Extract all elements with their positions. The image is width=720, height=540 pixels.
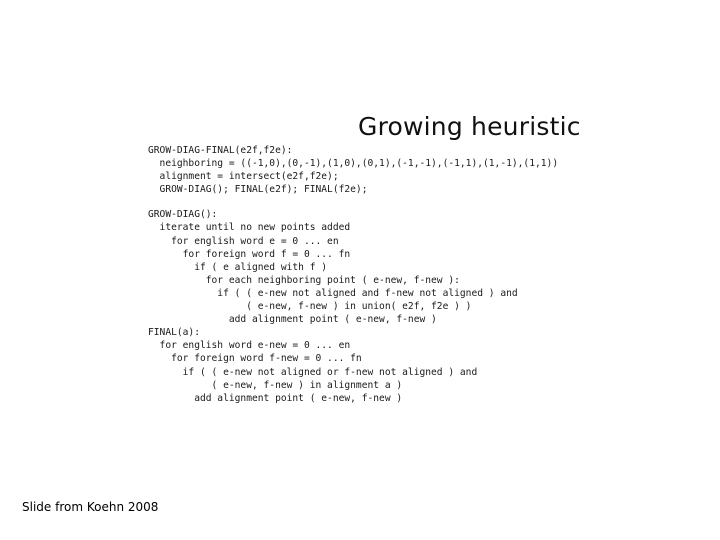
code-line: iterate until no new points added bbox=[148, 222, 351, 234]
code-spacer bbox=[148, 196, 708, 208]
code-line: ( e-new, f-new ) in alignment a ) bbox=[148, 379, 403, 391]
code-line: for english word e = 0 ... en bbox=[148, 235, 339, 247]
code-line: alignment = intersect(e2f,f2e); bbox=[148, 171, 339, 183]
code-line: add alignment point ( e-new, f-new ) bbox=[148, 314, 437, 326]
code-line: if ( ( e-new not aligned or f-new not aligned ) and bbox=[148, 366, 478, 378]
code-line: for each neighboring point ( e-new, f-new ): bbox=[148, 274, 460, 286]
code-line: neighboring = ((-1,0),(0,-1),(1,0),(0,1),(-1,-1),(-1,1),(1,-1),(1,1)) bbox=[148, 158, 559, 170]
source-credit: Slide from Koehn 2008 bbox=[22, 500, 159, 514]
code-line: add alignment point ( e-new, f-new ) bbox=[148, 392, 403, 404]
code-line: FINAL(a): bbox=[148, 327, 200, 339]
code-line: for english word e-new = 0 ... en bbox=[148, 340, 351, 352]
code-line: GROW-DIAG-FINAL(e2f,f2e): bbox=[148, 145, 293, 156]
code-line: for foreign word f = 0 ... fn bbox=[148, 248, 351, 260]
code-line: for foreign word f-new = 0 ... fn bbox=[148, 353, 362, 365]
pseudocode-block bbox=[148, 144, 708, 405]
slide-title: Growing heuristic bbox=[358, 112, 581, 141]
code-line: GROW-DIAG(); FINAL(e2f); FINAL(f2e); bbox=[148, 184, 368, 196]
code-line: ( e-new, f-new ) in union( e2f, f2e ) ) bbox=[148, 301, 472, 313]
code-line: if ( ( e-new not aligned and f-new not aligned ) and bbox=[148, 287, 518, 299]
code-line: if ( e aligned with f ) bbox=[148, 261, 328, 273]
code-line: GROW-DIAG(): bbox=[148, 209, 218, 221]
